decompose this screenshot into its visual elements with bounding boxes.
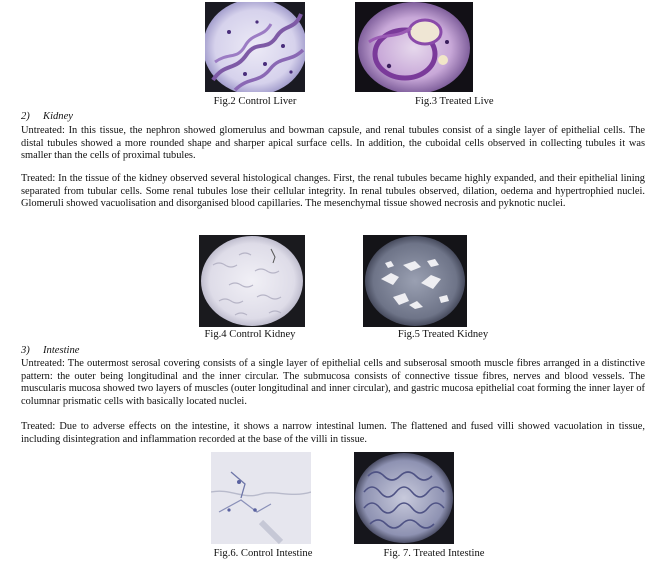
intestine-number: 3) [21,345,30,356]
kidney-number: 2) [21,111,30,122]
fig7-treated-intestine-image [354,452,454,544]
fig2-control-liver-image [205,2,305,92]
intestine-treated-text: Treated: Due to adverse effects on the intestine, it shows a narrow intestinal lumen. The flattened and fused villi showed vacuolation in tissue, including disintegration and inflammation recorded at the base of the villi in tissue. [21,421,645,445]
fig3-caption: Fig.3 Treated Live [415,96,494,107]
fig6-control-intestine-image [211,452,311,544]
intestine-untreated-text: Untreated: The outermost serosal covering consists of a single layer of epithelial cells and subserosal smooth muscle fibres arranged in a distinctive pattern: the outer being longitudinal and the inner circular. The submucosa consists of connective tissue fibres, nerves and blood vessels. The muscularis mucosa showed two layers of muscles (outer longitudinal and inner circular), and gastric mucosa epithelial coat forming the inner layer of columnar prismatic cells with basically located nuclei. [21,358,645,407]
kidney-title: Kidney [43,111,74,122]
kidney-heading [21,111,73,124]
fig2-caption: Fig.2 Control Liver [213,96,297,107]
kidney-untreated-text: Untreated: In this tissue, the nephron showed glomerulus and bowman capsule, and renal tubules consist of a single layer of epithelial cells. The distal tubules showed a more rounded shape and sharper apical surface cells. In addition, the cuboidal cells observed in collecting tubules it was smaller than the cells of proximal tubules. [21,125,645,162]
intestine-heading [21,345,79,358]
fig5-caption: Fig.5 Treated Kidney [397,329,489,340]
fig3-treated-liver-image [355,2,473,92]
fig5-treated-kidney-image [363,235,467,327]
fig7-caption: Fig. 7. Treated Intestine [383,548,485,559]
intestine-title: Intestine [43,345,80,356]
fig6-caption: Fig.6. Control Intestine [213,548,313,559]
fig4-caption: Fig.4 Control Kidney [204,329,296,340]
kidney-treated-text: Treated: In the tissue of the kidney observed several histological changes. First, the renal tubules became highly expanded, and their epithelial lining separated from tubular cells. Some renal tubules lose their cellular integrity. In renal tubules observed, dilation, oedema and hypertrophied nuclei. Glomeruli showed vacuolisation and disorganised blood capillaries. The mesenchymal tissue showed necrosis and pyknotic nuclei. [21,173,645,210]
fig4-control-kidney-image [199,235,305,327]
